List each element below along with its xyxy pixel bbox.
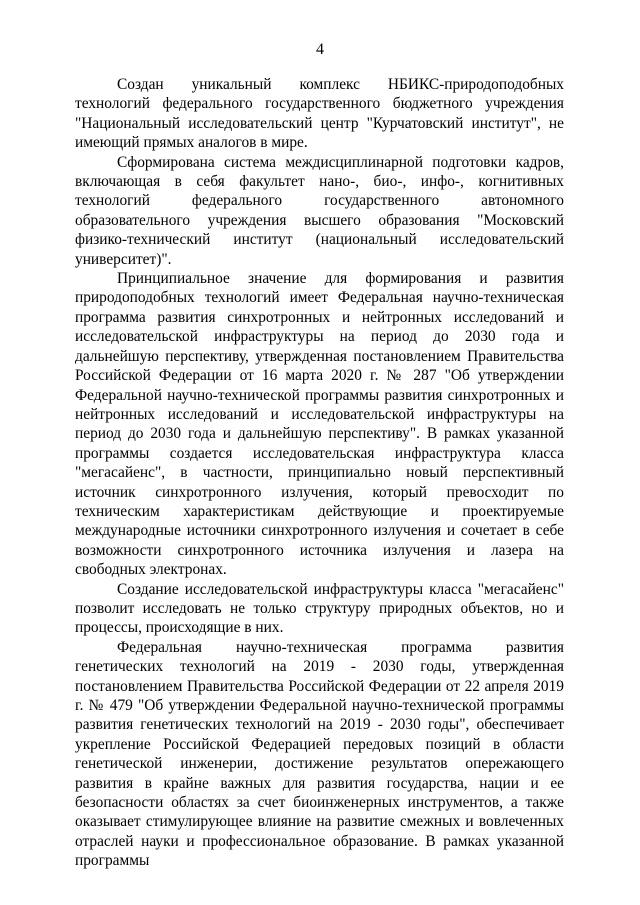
paragraph-synchrotron-program: Принципиальное значение для формирования и развития природоподобных технологий имеет Федеральная научно-техническая программа развития синхротронных и нейтронных исследований и исследовательской инфраструктуры на период до 2030 года и дальнейшую перспективу, утвержденная постановлением Правительства Российской Федерации от 16 марта 2020 г. № 287 "Об утверждении Федеральной научно-технической программы развития синхротронных и нейтронных исследований и исследовательской инфраструктуры на период до 2030 года и дальнейшую перспективу". В рамках указанной программы создается исследовательская инфраструктура класса "мегасайенс", в частности, принципиально новый перспективный источник синхротронного излучения, который превосходит по техническим характеристикам действующие и проектируемые международные источники синхротронного излучения и сочетает в себе возможности синхротронного источника излучения и лазера на свободных электронах. [75, 270, 564, 579]
paragraph-nbiks-complex: Создан уникальный комплекс НБИКС-природоподобных технологий федерального государственного бюджетного учреждения "Национальный исследовательский центр "Курчатовский институт", не имеющий прямых аналогов в мире. [75, 76, 564, 152]
page-number: 4 [316, 41, 324, 58]
paragraph-megascience: Создание исследовательской инфраструктуры класса "мегасайенс" позволит исследовать не только структуру природных объектов, но и процессы, происходящие в них. [75, 580, 564, 637]
paragraph-training-system: Сформирована система междисциплинарной подготовки кадров, включающая в себя факультет нано-, био-, инфо-, когнитивных технологий федерального государственного автономного образовательного учреждения высшего образования "Московский физико-технический институт (национальный исследовательский университет)". [75, 153, 564, 268]
paragraph-genetic-program: Федеральная научно-техническая программа развития генетических технологий на 2019 - 2030 годы, утвержденная постановлением Правительства Российской Федерации от 22 апреля 2019 г. № 479 "Об утверждении Федеральной научно-технической программы развития генетических технологий на 2019 - 2030 годы", обеспечивает укрепление Российской Федерацией передовых позиций в области генетической инженерии, достижение результатов опережающего развития в крайне важных для развития государства, нации и ее безопасности областях за счет биоинженерных инструментов, а также оказывает стимулирующее влияние на развитие смежных и вовлеченных отраслей науки и профессиональное образование. В рамках указанной программы [75, 638, 564, 870]
document-body [75, 75, 564, 871]
